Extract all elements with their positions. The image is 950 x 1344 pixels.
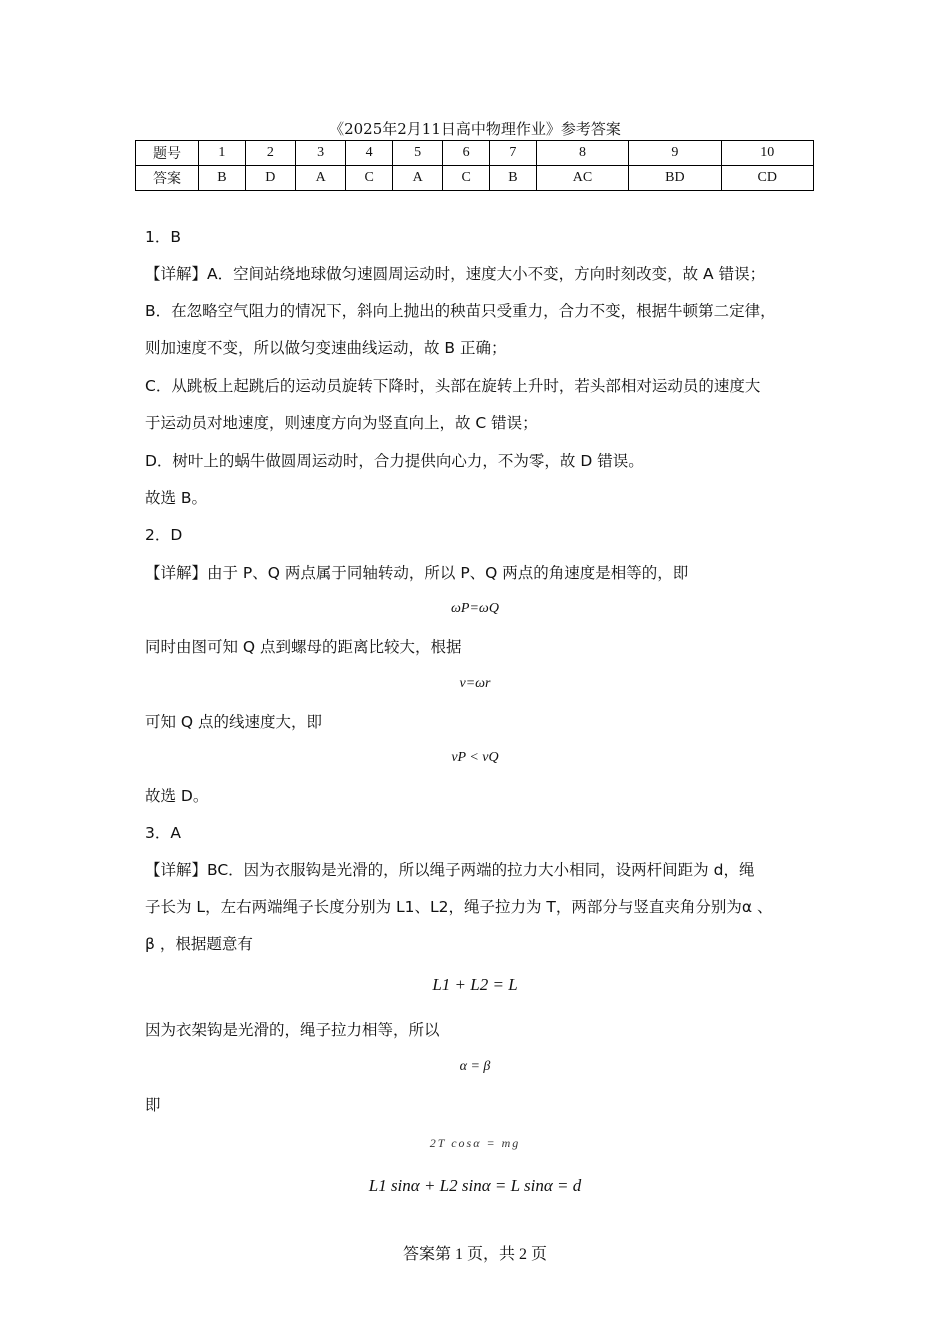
table-cell: A	[393, 166, 443, 191]
q2-line-2: 同时由图可知 Q 点到螺母的距离比较大，根据	[145, 638, 462, 656]
page-title: 《2025年2月11日高中物理作业》参考答案	[329, 120, 621, 138]
q1-line-4: C．从跳板上起跳后的运动员旋转下降时，头部在旋转上升时，若头部相对运动员的速度大	[145, 377, 761, 395]
page-footer: 答案第 1 页，共 2 页	[402, 1246, 547, 1263]
table-cell: C	[346, 166, 393, 191]
q3-line-1: 【详解】BC．因为衣服钩是光滑的，所以绳子两端的拉力大小相同，设两杆间距为 d，绳	[145, 861, 755, 879]
q3-equation-4: L1 sinα + L2 sinα = L sinα = d	[368, 1176, 582, 1195]
table-cell: 3	[296, 141, 346, 166]
answer-table	[135, 140, 814, 191]
q2-line-1: 【详解】由于 P、Q 两点属于同轴转动，所以 P、Q 两点的角速度是相等的，即	[145, 564, 689, 582]
q2-conclusion: 故选 D。	[145, 787, 209, 805]
table-cell: 2	[245, 141, 295, 166]
table-cell: 10	[721, 141, 813, 166]
q1-line-2: B．在忽略空气阻力的情况下，斜向上抛出的秧苗只受重力，合力不变，根据牛顿第二定律，	[145, 302, 776, 320]
q2-equation-2: v=ωr	[459, 676, 491, 691]
table-cell: 7	[490, 141, 537, 166]
table-cell: D	[245, 166, 295, 191]
table-cell: 1	[199, 141, 246, 166]
table-cell: B	[199, 166, 246, 191]
table-row-numbers	[136, 141, 814, 166]
q2-line-3: 可知 Q 点的线速度大，即	[145, 713, 323, 731]
table-cell: 5	[393, 141, 443, 166]
table-cell: 8	[536, 141, 628, 166]
q3-line-2: 子长为 L，左右两端绳子长度分别为 L1、L2，绳子拉力为 T，两部分与竖直夹角分别为α 、	[145, 898, 773, 916]
q3-line-5: 即	[145, 1096, 161, 1114]
q1-line-3: 则加速度不变，所以做匀变速曲线运动，故 B 正确；	[145, 339, 507, 357]
q1-line-5: 于运动员对地速度，则速度方向为竖直向上，故 C 错误；	[145, 414, 538, 432]
table-cell: 9	[629, 141, 721, 166]
table-cell: 6	[443, 141, 490, 166]
table-row-answers	[136, 166, 814, 191]
q3-equation-3: 2T cosα = mg	[429, 1136, 521, 1150]
table-cell: AC	[536, 166, 628, 191]
q3-equation-1: L1 + L2 = L	[432, 975, 518, 994]
table-cell: BD	[629, 166, 721, 191]
row-label: 题号	[136, 141, 199, 166]
q1-line-6: D．树叶上的蜗牛做圆周运动时，合力提供向心力，不为零，故 D 错误。	[145, 452, 644, 470]
q2-equation-3: vP < vQ	[451, 750, 499, 765]
q1-conclusion: 故选 B。	[145, 489, 208, 507]
q1-heading: 1．B	[145, 228, 181, 246]
table-cell: B	[490, 166, 537, 191]
q3-line-4: 因为衣架钩是光滑的，绳子拉力相等，所以	[145, 1021, 440, 1039]
table-cell: 4	[346, 141, 393, 166]
table-cell: CD	[721, 166, 813, 191]
q1-line-1: 【详解】A．空间站绕地球做匀速圆周运动时，速度大小不变，方向时刻改变，故 A 错误；	[145, 265, 766, 283]
q3-heading: 3．A	[145, 824, 181, 842]
table-cell: A	[296, 166, 346, 191]
row-label: 答案	[136, 166, 199, 191]
q2-equation-1: ωP=ωQ	[451, 601, 499, 616]
table-cell: C	[443, 166, 490, 191]
q3-line-3: β ，根据题意有	[145, 935, 253, 953]
q2-heading: 2．D	[145, 526, 183, 544]
q3-equation-2: α = β	[459, 1059, 491, 1074]
